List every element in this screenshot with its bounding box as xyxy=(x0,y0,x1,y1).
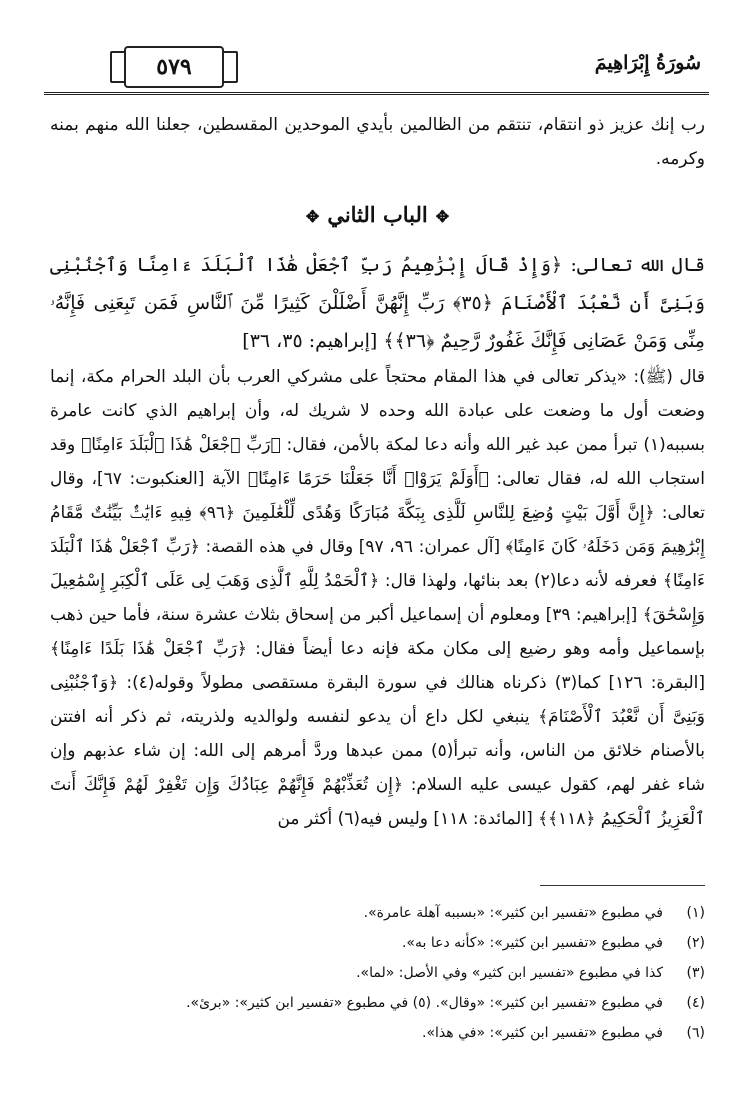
surah-title: سُورَةُ إِبْرَاهِيمَ xyxy=(594,52,701,74)
page-number-badge xyxy=(124,46,224,88)
footnote-number: (٤) xyxy=(686,995,705,1011)
footnote-divider xyxy=(540,885,705,886)
footnote-1 xyxy=(50,898,705,928)
main-paragraph: قال (ﷺ): «يذكر تعالى في هذا المقام محتجاً على مشركي العرب بأن البلد الحرام مكة، إنما وضعت أول ما وضعت على عبادة الله وحده لا شريك له، وأن إبراهيم الذي كانت عامرة بسببه(١) تبرأ ممن عبد غير الله وأنه دعا لمكة بالأمن، فقال: ﴿رَبِّ ٱجْعَلْ هَٰذَا ٱلْبَلَدَ ءَامِنًا﴾ وقد استجاب الله له، فقال تعالى: ﴿أَوَلَمْ يَرَوْا۟ أَنَّا جَعَلْنَا حَرَمًا ءَامِنًا﴾ الآية [العنكبوت: ٦٧]، وقال تعالى: ﴿إِنَّ أَوَّلَ بَيْتٍ وُضِعَ لِلنَّاسِ لَلَّذِى بِبَكَّةَ مُبَارَكًا وَهُدًى لِّلْعَٰلَمِينَ ﴿٩٦﴾ فِيهِ ءَايَٰتٌۢ بَيِّنَٰتٌ مَّقَامُ إِبْرَٰهِيمَ وَمَن دَخَلَهُۥ كَانَ ءَامِنًا﴾ [آل عمران: ٩٦، ٩٧] وقال في هذه القصة: ﴿رَبِّ ٱجْعَلْ هَٰذَا ٱلْبَلَدَ ءَامِنًا﴾ فعرفه لأنه دعا(٢) بعد بنائها، ولهذا قال: ﴿ٱلْحَمْدُ لِلَّهِ ٱلَّذِى وَهَبَ لِى عَلَى ٱلْكِبَرِ إِسْمَٰعِيلَ وَإِسْحَٰقَ﴾ [إبراهيم: ٣٩] ومعلوم أن إسماعيل أكبر من إسحاق بثلاث عشرة سنة، فأما حين ذهب بإسماعيل وأمه وهو رضيع إلى مكان مكة فإنه دعا أيضاً فقال: ﴿رَبِّ ٱجْعَلْ هَٰذَا بَلَدًا ءَامِنًا﴾ [البقرة: ١٢٦] كما(٣) ذكرناه هنالك في سورة البقرة مستقصى مطولاً وقوله(٤): ﴿وَٱجْنُبْنِى وَبَنِىَّ أَن نَّعْبُدَ ٱلْأَصْنَامَ﴾ ينبغي لكل داع أن يدعو لنفسه ولوالديه ولذريته، ثم ذكر أنه افتتن بالأصنام خلائق من الناس، وأنه تبرأ(٥) ممن عبدها وردَّ أمرهم إلى الله: إن شاء عذبهم وإن شاء غفر لهم، كقول عيسى عليه السلام: ﴿إِن تُعَذِّبْهُمْ فَإِنَّهُمْ عِبَادُكَ وَإِن تَغْفِرْ لَهُمْ فَإِنَّكَ أَنتَ ٱلْعَزِيزُ ٱلْحَكِيمُ ﴿١١٨﴾﴾ [المائدة: ١١٨] وليس فيه(٦) أكثر من xyxy=(50,367,706,829)
footnote-number: (٣) xyxy=(686,965,705,981)
footnote-text: في مطبوع «تفسير ابن كثير»: «بسببه آهلة عامرة». xyxy=(363,905,663,921)
footnote-6 xyxy=(50,1018,705,1048)
footnote-number: (٦) xyxy=(686,1025,705,1041)
footnote-4 xyxy=(50,988,705,1018)
footnote-text: في مطبوع «تفسير ابن كثير»: «كأنه دعا به». xyxy=(401,935,663,951)
footnotes xyxy=(50,885,705,1048)
chapter-title: الباب الثاني xyxy=(327,202,428,227)
footnote-number: (١) xyxy=(686,905,705,921)
footnote-number: (٢) xyxy=(686,935,705,951)
footnote-2 xyxy=(50,928,705,958)
footnote-text: كذا في مطبوع «تفسير ابن كثير» وفي الأصل: «لما». xyxy=(356,965,663,981)
right-ornament-icon: ✥ xyxy=(435,207,450,226)
verse-paragraph: قال الله تعالى: ﴿وَإِذْ قَالَ إِبْرَٰهِيمُ رَبِّ ٱجْعَلْ هَٰذَا ٱلْبَلَدَ ءَامِنًا وَٱجْنُبْنِى وَبَنِىَّ أَن نَّعْبُدَ ٱلْأَصْنَامَ ﴿٣٥﴾ رَبِّ إِنَّهُنَّ أَضْلَلْنَ كَثِيرًا مِّنَ ٱلنَّاسِ فَمَن تَبِعَنِى فَإِنَّهُۥ مِنِّى وَمَنْ عَصَانِى فَإِنَّكَ غَفُورٌ رَّحِيمٌ ﴿٣٦﴾﴾ [إبراهيم: ٣٥، ٣٦] xyxy=(50,254,706,352)
header-rule xyxy=(44,92,709,95)
footnote-text: في مطبوع «تفسير ابن كثير»: «وقال». (٥) في مطبوع «تفسير ابن كثير»: «برئ». xyxy=(186,995,663,1011)
footnote-3 xyxy=(50,958,705,988)
page-content xyxy=(50,108,705,836)
intro-paragraph: رب إنك عزيز ذو انتقام، تنتقم من الظالمين بأيدي الموحدين المقسطين، جعلنا الله منهم بمنه وكرمه. xyxy=(50,115,705,169)
left-ornament-icon: ✥ xyxy=(305,207,320,226)
page-number: ٥٧٩ xyxy=(156,54,192,80)
page-header xyxy=(44,42,709,97)
chapter-heading xyxy=(50,198,705,234)
footnote-text: في مطبوع «تفسير ابن كثير»: «في هذا». xyxy=(422,1025,663,1041)
